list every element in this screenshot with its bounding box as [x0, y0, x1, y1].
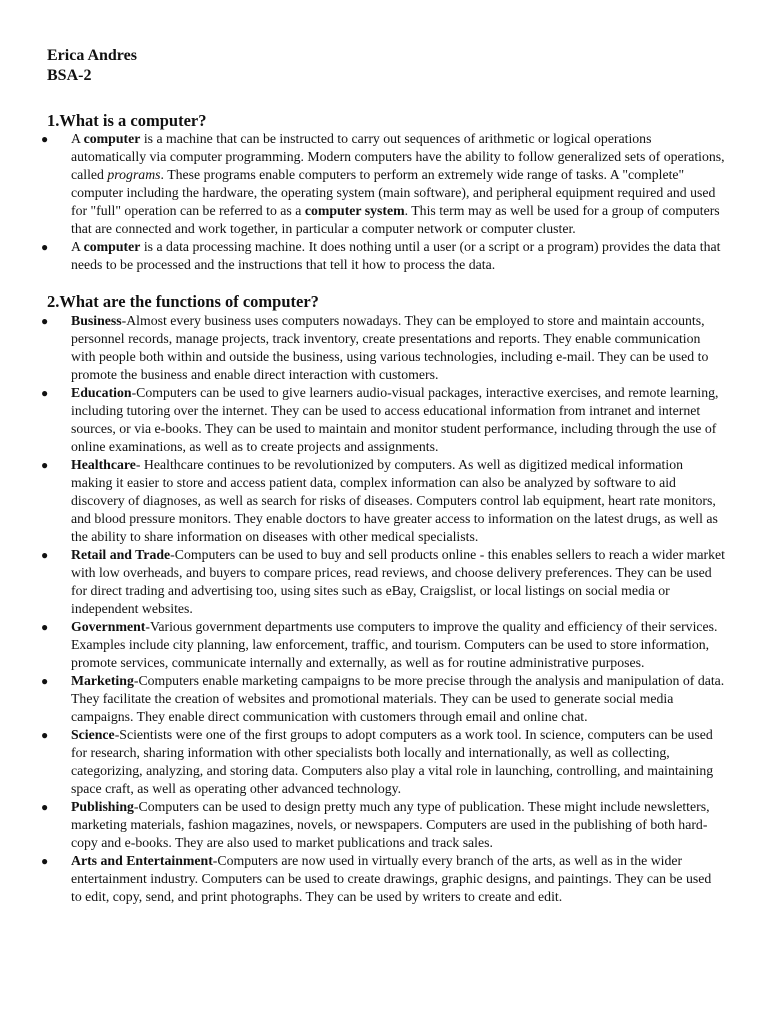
list-item: ● Government-Various government departments use computers to improve the quality and efficiency of their services. Examples include city planning, law enforcement, traffic, and tourism. Computers can be used to store information, promote services, communicate internally and externally, as well as for routine administrative purposes. — [0, 618, 725, 672]
question-1-heading: 1.What is a computer? — [47, 111, 207, 130]
list-item: ● Arts and Entertainment-Computers are now used in virtually every branch of the arts, as well as in the wider entertainment industry. Computers can be used to create drawings, graphic designs, and paintings. They can be used to edit, copy, send, and print photographs. They can be used by writers to create and edit. — [0, 852, 725, 906]
list-item: ● Retail and Trade-Computers can be used to buy and sell products online - this enables sellers to reach a wider market with low overheads, and buyers to compare prices, read reviews, and choose delivery preferences. They can be used for direct trading and advertising too, using sites such as eBay, Craigslist, or local listings on social media or independent websites. — [0, 546, 725, 618]
question-2-heading: 2.What are the functions of computer? — [47, 292, 319, 311]
list-item: ● Publishing-Computers can be used to design pretty much any type of publication. These might include newsletters, marketing materials, fashion magazines, novels, or newspapers. Computers are used in the publishing of both hard-copy and e-books. They are also used to market publications and track sales. — [0, 798, 725, 852]
list-item: ● A computer is a machine that can be instructed to carry out sequences of arithmetic or logical operations automatically via computer programming. Modern computers have the ability to follow generalized sets of operations, called programs. These programs enable computers to perform an extremely wide range of tasks. A "complete" computer including the hardware, the operating system (main software), and peripheral equipment required and used for "full" operation can be referred to as a computer system. This term may as well be used for a group of computers that are connected and work together, in particular a computer network or computer cluster. — [0, 130, 725, 238]
list-item: ● Healthcare- Healthcare continues to be revolutionized by computers. As well as digitized medical information making it easier to store and access patient data, complex information can also be analyzed by software to aid discovery of diagnoses, as well as search for risks of diseases. Computers control lab equipment, heart rate monitors, and blood pressure monitors. They enable doctors to have greater access to information on the latest drugs, as well as the ability to share information on diseases with other medical specialists. — [0, 456, 725, 546]
list-item: ● Business-Almost every business uses computers nowadays. They can be employed to store and maintain accounts, personnel records, manage projects, track inventory, create presentations and reports. They enable communication with people both within and outside the business, using various technologies, including e-mail. They can be used to promote the business and enable direct interaction with customers. — [0, 312, 725, 384]
author-section: BSA-2 — [47, 67, 92, 84]
author-block — [47, 46, 137, 86]
list-item: ● Marketing-Computers enable marketing campaigns to be more precise through the analysis and manipulation of data. They facilitate the creation of websites and promotional materials. They can be used to generate social media campaigns. They enable direct communication with customers through email and online chat. — [0, 672, 725, 726]
functions-list — [0, 312, 725, 906]
list-item: ● Science-Scientists were one of the first groups to adopt computers as a work tool. In science, computers can be used for research, sharing information with other specialists both locally and internationally, as well as collecting, categorizing, analyzing, and storing data. Computers also play a vital role in launching, controlling, and maintaining space craft, as well as operating other advanced technology. — [0, 726, 725, 798]
definition-list — [0, 130, 725, 274]
list-item: ● A computer is a data processing machine. It does nothing until a user (or a script or a program) provides the data that needs to be processed and the instructions that tell it how to process the data. — [0, 238, 725, 274]
author-name: Erica Andres — [47, 47, 137, 64]
list-item: ● Education-Computers can be used to give learners audio-visual packages, interactive exercises, and remote learning, including tutoring over the internet. They can be used to access educational information from intranet and internet sources, or via e-books. They can be used to maintain and monitor student performance, including through the use of online examinations, as well as to create projects and assignments. — [0, 384, 725, 456]
